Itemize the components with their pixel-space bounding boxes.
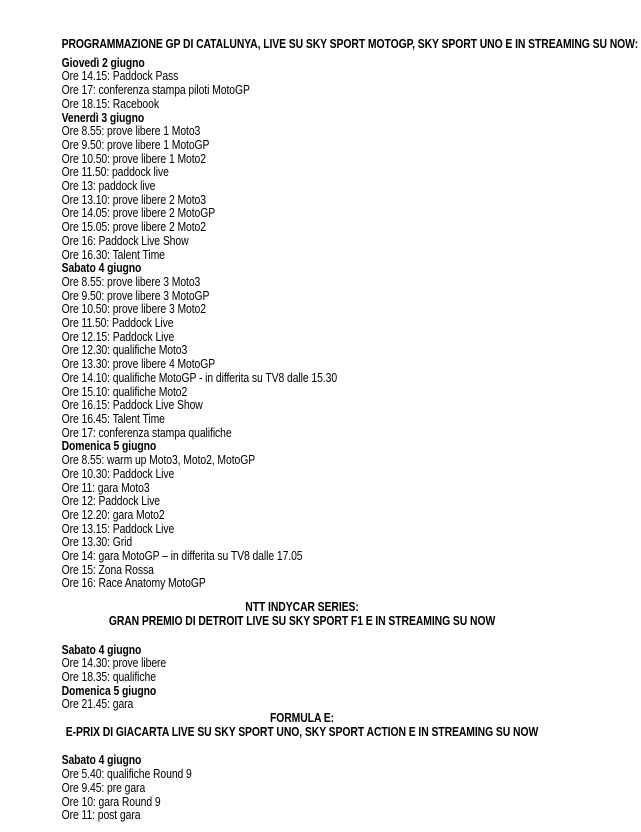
section-indycar-detroit — [62, 643, 641, 712]
schedule-event: Ore 13.30: Grid — [61, 534, 133, 550]
schedule-event: Ore 15: Zona Rossa — [61, 561, 154, 577]
schedule-event: Ore 14: gara MotoGP – in differita su TV8 dalle 17.05 — [61, 548, 303, 564]
schedule-event: Ore 12.15: Paddock Live — [61, 328, 175, 344]
section-formula-e-heading — [62, 711, 641, 738]
schedule-event: Ore 15.05: prove libere 2 Moto2 — [61, 219, 206, 235]
schedule-event: Ore 9.50: prove libere 1 MotoGP — [61, 136, 210, 152]
schedule-event: Ore 15.10: qualifiche Moto2 — [61, 383, 188, 399]
schedule-event: Ore 11.50: paddock live — [61, 164, 169, 180]
schedule-event: Ore 12.20: gara Moto2 — [61, 506, 165, 522]
schedule-event: Ore 17: conferenza stampa qualifiche — [61, 424, 232, 440]
section-heading-line: NTT INDYCAR SERIES: — [245, 599, 359, 615]
schedule-event: Ore 10.50: prove libere 3 Moto2 — [61, 301, 206, 317]
schedule-event: Ore 8.55: prove libere 3 Moto3 — [61, 273, 201, 289]
day-label: Domenica 5 giugno — [61, 682, 157, 698]
section-heading-line: FORMULA E: — [269, 710, 335, 726]
schedule-event: Ore 21.45: gara — [61, 696, 134, 712]
day-label: Domenica 5 giugno — [61, 438, 157, 454]
schedule-event: Ore 18.15: Racebook — [61, 95, 159, 111]
schedule-event: Ore 14.05: prove libere 2 MotoGP — [61, 205, 216, 221]
schedule-event: Ore 16.15: Paddock Live Show — [61, 397, 203, 413]
schedule-event: Ore 16.45: Talent Time — [61, 410, 165, 426]
schedule-event: Ore 16.30: Talent Time — [61, 246, 165, 262]
schedule-event: Ore 8.55: prove libere 1 Moto3 — [61, 123, 201, 139]
day-label: Sabato 4 giugno — [61, 260, 142, 276]
day-label: Giovedì 2 giugno — [61, 54, 145, 70]
schedule-event: Ore 16: Race Anatomy MotoGP — [61, 575, 206, 591]
section-indycar-heading — [62, 600, 641, 627]
schedule-event: Ore 8.55: warm up Moto3, Moto2, MotoGP — [61, 452, 256, 468]
schedule-event: Ore 10.50: prove libere 1 Moto2 — [61, 150, 206, 166]
schedule-event: Ore 10.30: Paddock Live — [61, 465, 175, 481]
schedule-event: Ore 16: Paddock Live Show — [61, 232, 189, 248]
schedule-event: Ore 17: conferenza stampa piloti MotoGP — [61, 82, 250, 98]
section-motogp-catalunya — [62, 56, 641, 590]
schedule-event: Ore 14.10: qualifiche MotoGP - in differita su TV8 dalle 15.30 — [61, 369, 338, 385]
schedule-event: Ore 11: post gara — [61, 807, 141, 823]
sections — [62, 56, 641, 822]
day-label: Sabato 4 giugno — [61, 752, 142, 768]
day-label: Sabato 4 giugno — [61, 641, 142, 657]
schedule-event: Ore 13.10: prove libere 2 Moto3 — [61, 191, 206, 207]
section-heading-line: E-PRIX DI GIACARTA LIVE SU SKY SPORT UNO, SKY SPORT ACTION E IN STREAMING SU NOW — [65, 723, 539, 739]
schedule-event: Ore 5.40: qualifiche Round 9 — [61, 766, 192, 782]
schedule-event: Ore 13.30: prove libere 4 MotoGP — [61, 356, 216, 372]
schedule-event: Ore 9.45: pre gara — [61, 779, 146, 795]
schedule-event: Ore 13.15: Paddock Live — [61, 520, 175, 536]
schedule-event: Ore 13: paddock live — [61, 178, 156, 194]
schedule-event: Ore 14.30: prove libere — [61, 655, 167, 671]
schedule-event: Ore 12: Paddock Live — [61, 493, 161, 509]
page-title: PROGRAMMAZIONE GP DI CATALUNYA, LIVE SU SKY SPORT MOTOGP, SKY SPORT UNO E IN STREAMING SU NOW: — [61, 36, 639, 51]
section-formula-e-giacarta — [62, 753, 641, 822]
section-heading-line: GRAN PREMIO DI DETROIT LIVE SU SKY SPORT F1 E IN STREAMING SU NOW — [108, 612, 496, 628]
schedule-event: Ore 11.50: Paddock Live — [61, 315, 174, 331]
schedule-event: Ore 14.15: Paddock Pass — [61, 68, 179, 84]
day-label: Venerdì 3 giugno — [61, 109, 145, 125]
schedule-event: Ore 10: gara Round 9 — [61, 793, 161, 809]
schedule-event: Ore 12.30: qualifiche Moto3 — [61, 342, 188, 358]
schedule-event: Ore 11: gara Moto3 — [61, 479, 150, 495]
schedule-event: Ore 9.50: prove libere 3 MotoGP — [61, 287, 210, 303]
schedule-event: Ore 18.35: qualifiche — [61, 668, 156, 684]
